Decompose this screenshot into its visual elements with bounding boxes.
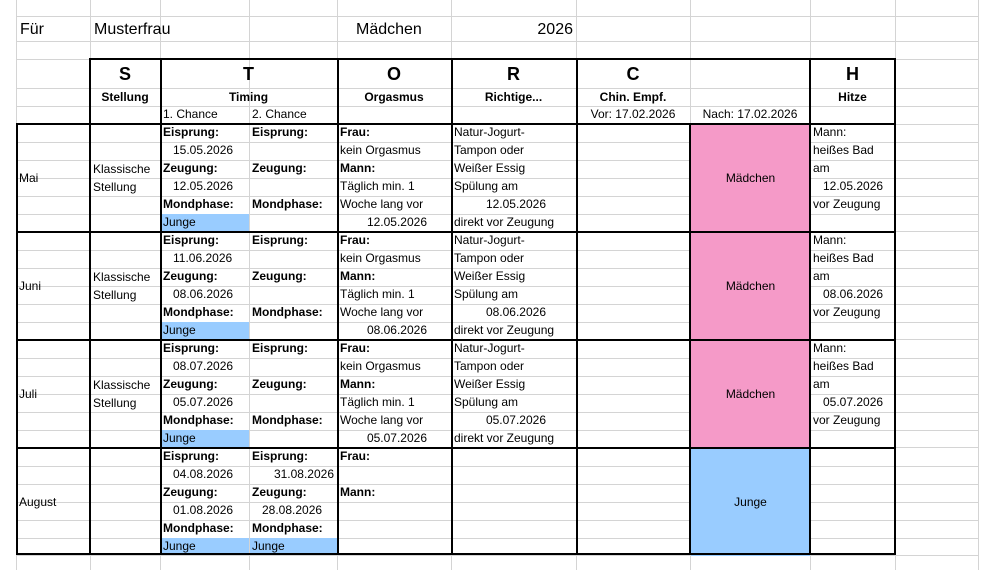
- mann-label[interactable]: Mann:: [340, 161, 376, 175]
- mann-label[interactable]: Mann:: [340, 269, 376, 283]
- mondphase-label[interactable]: Mondphase:: [163, 413, 234, 427]
- header-letter-t[interactable]: T: [243, 64, 254, 84]
- zeugung-label[interactable]: Zeugung:: [252, 161, 307, 175]
- nach-result[interactable]: Mädchen: [725, 387, 776, 401]
- orgasmus-line[interactable]: Woche lang vor: [340, 413, 424, 427]
- mondphase-label[interactable]: Mondphase:: [163, 305, 234, 319]
- orgasmus-line[interactable]: kein Orgasmus: [340, 143, 421, 157]
- mann-label[interactable]: Mann:: [340, 377, 376, 391]
- hitze-line[interactable]: Mann:: [813, 233, 847, 247]
- header-richtige[interactable]: Richtige...: [484, 90, 543, 104]
- orgasmus-line[interactable]: Täglich min. 1: [340, 287, 415, 301]
- richtige-line[interactable]: Natur-Jogurt-: [454, 341, 525, 355]
- zeugung-label[interactable]: Zeugung:: [163, 269, 218, 283]
- orgasmus-line[interactable]: kein Orgasmus: [340, 251, 421, 265]
- header-letter-s[interactable]: S: [118, 64, 131, 84]
- year-cell[interactable]: 2026: [537, 21, 573, 38]
- header-stellung[interactable]: Stellung: [101, 90, 149, 104]
- richtige-line[interactable]: Spülung am: [454, 395, 519, 409]
- eisprung-label[interactable]: Eisprung:: [252, 449, 308, 463]
- header-chance-1[interactable]: 1. Chance: [163, 107, 218, 121]
- table-border: [16, 123, 896, 125]
- hitze-line[interactable]: vor Zeugung: [813, 413, 881, 427]
- header-letter-h[interactable]: H: [846, 64, 859, 84]
- zeugung-label[interactable]: Zeugung:: [252, 485, 307, 499]
- name-cell[interactable]: Musterfrau: [94, 21, 171, 38]
- mondphase-label[interactable]: Mondphase:: [252, 521, 323, 535]
- hitze-line[interactable]: am: [813, 269, 830, 283]
- stellung-line[interactable]: Klassische: [93, 270, 151, 284]
- eisprung-date[interactable]: 31.08.2026: [273, 467, 334, 481]
- richtige-line[interactable]: direkt vor Zeugung: [454, 215, 555, 229]
- table-border: [16, 447, 896, 449]
- header-hitze[interactable]: Hitze: [838, 90, 867, 104]
- orgasmus-line[interactable]: kein Orgasmus: [340, 359, 421, 373]
- header-chin-empf[interactable]: Chin. Empf.: [599, 90, 667, 104]
- frau-label[interactable]: Frau:: [340, 233, 370, 247]
- zeugung-label[interactable]: Zeugung:: [252, 269, 307, 283]
- eisprung-date[interactable]: 08.07.2026: [173, 359, 234, 373]
- eisprung-label[interactable]: Eisprung:: [252, 233, 308, 247]
- eisprung-label[interactable]: Eisprung:: [252, 341, 308, 355]
- zeugung-date[interactable]: 01.08.2026: [173, 503, 234, 517]
- mondphase-value[interactable]: Junge: [163, 323, 196, 337]
- mondphase-value[interactable]: Junge: [163, 431, 196, 445]
- orgasmus-date[interactable]: 05.07.2026: [366, 431, 427, 445]
- mondphase-label[interactable]: Mondphase:: [163, 197, 234, 211]
- gridline: [16, 16, 979, 17]
- richtige-line[interactable]: Spülung am: [454, 287, 519, 301]
- orgasmus-line[interactable]: Täglich min. 1: [340, 395, 415, 409]
- mann-label[interactable]: Mann:: [340, 485, 376, 499]
- mondphase-label[interactable]: Mondphase:: [252, 413, 323, 427]
- hitze-line[interactable]: heißes Bad: [813, 143, 874, 157]
- table-border: [576, 58, 578, 554]
- nach-result[interactable]: Mädchen: [725, 171, 776, 185]
- hitze-date[interactable]: 05.07.2026: [823, 395, 884, 409]
- hitze-line[interactable]: heißes Bad: [813, 251, 874, 265]
- gridline: [16, 41, 979, 42]
- mondphase-label[interactable]: Mondphase:: [163, 521, 234, 535]
- orgasmus-date[interactable]: 08.06.2026: [366, 323, 427, 337]
- fuer-label[interactable]: Für: [20, 21, 44, 38]
- zeugung-label[interactable]: Zeugung:: [252, 377, 307, 391]
- header-nach-date[interactable]: Nach: 17.02.2026: [702, 107, 798, 121]
- orgasmus-line[interactable]: Täglich min. 1: [340, 179, 415, 193]
- frau-label[interactable]: Frau:: [340, 449, 370, 463]
- richtige-line[interactable]: Natur-Jogurt-: [454, 125, 525, 139]
- richtige-date[interactable]: 05.07.2026: [485, 413, 546, 427]
- header-vor-date[interactable]: Vor: 17.02.2026: [590, 107, 676, 121]
- zeugung-label[interactable]: Zeugung:: [163, 161, 218, 175]
- mondphase-value[interactable]: Junge: [163, 215, 196, 229]
- table-border: [16, 339, 896, 341]
- stellung-line[interactable]: Klassische: [93, 162, 151, 176]
- hitze-line[interactable]: vor Zeugung: [813, 197, 881, 211]
- table-border: [16, 553, 896, 555]
- table-border: [89, 58, 896, 60]
- month-label[interactable]: August: [19, 495, 57, 509]
- eisprung-date[interactable]: 15.05.2026: [173, 143, 234, 157]
- hitze-line[interactable]: Mann:: [813, 341, 847, 355]
- richtige-line[interactable]: Natur-Jogurt-: [454, 233, 525, 247]
- richtige-line[interactable]: Spülung am: [454, 179, 519, 193]
- table-border: [160, 58, 162, 554]
- zeugung-label[interactable]: Zeugung:: [163, 377, 218, 391]
- orgasmus-line[interactable]: Woche lang vor: [340, 305, 424, 319]
- zeugung-date[interactable]: 28.08.2026: [262, 503, 323, 517]
- richtige-line[interactable]: Weißer Essig: [454, 269, 526, 283]
- gridline: [16, 555, 979, 556]
- table-border: [89, 58, 91, 554]
- richtige-line[interactable]: Tampon oder: [454, 251, 525, 265]
- hitze-date[interactable]: 08.06.2026: [823, 287, 884, 301]
- header-orgasmus[interactable]: Orgasmus: [364, 90, 424, 104]
- mondphase-label[interactable]: Mondphase:: [252, 197, 323, 211]
- zeugung-date[interactable]: 08.06.2026: [173, 287, 234, 301]
- eisprung-date[interactable]: 04.08.2026: [173, 467, 234, 481]
- orgasmus-date[interactable]: 12.05.2026: [366, 215, 427, 229]
- header-timing[interactable]: Timing: [228, 90, 269, 104]
- richtige-line[interactable]: direkt vor Zeugung: [454, 431, 555, 445]
- table-border: [809, 58, 811, 554]
- table-border: [894, 58, 896, 554]
- richtige-line[interactable]: direkt vor Zeugung: [454, 323, 555, 337]
- hitze-line[interactable]: vor Zeugung: [813, 305, 881, 319]
- richtige-line[interactable]: Weißer Essig: [454, 161, 526, 175]
- mondphase-label[interactable]: Mondphase:: [252, 305, 323, 319]
- table-border: [16, 231, 896, 233]
- zeugung-date[interactable]: 12.05.2026: [173, 179, 234, 193]
- month-label[interactable]: Juli: [19, 387, 38, 401]
- mondphase-value[interactable]: Junge: [163, 539, 196, 553]
- zeugung-label[interactable]: Zeugung:: [163, 485, 218, 499]
- richtige-line[interactable]: Weißer Essig: [454, 377, 526, 391]
- month-label[interactable]: Juni: [19, 279, 42, 293]
- header-chance-2[interactable]: 2. Chance: [252, 107, 307, 121]
- table-border: [689, 123, 691, 554]
- stellung-line[interactable]: Stellung: [93, 180, 137, 194]
- zeugung-date[interactable]: 05.07.2026: [173, 395, 234, 409]
- hitze-line[interactable]: Mann:: [813, 125, 847, 139]
- mondphase-value[interactable]: Junge: [252, 539, 285, 553]
- hitze-line[interactable]: am: [813, 377, 830, 391]
- eisprung-label[interactable]: Eisprung:: [163, 125, 219, 139]
- eisprung-label[interactable]: Eisprung:: [163, 341, 219, 355]
- stellung-line[interactable]: Stellung: [93, 396, 137, 410]
- month-label[interactable]: Mai: [19, 171, 39, 185]
- hitze-date[interactable]: 12.05.2026: [823, 179, 884, 193]
- hitze-line[interactable]: am: [813, 161, 830, 175]
- eisprung-label[interactable]: Eisprung:: [163, 233, 219, 247]
- nach-result[interactable]: Mädchen: [725, 279, 776, 293]
- table-border: [451, 58, 453, 554]
- orgasmus-line[interactable]: Woche lang vor: [340, 197, 424, 211]
- nach-result[interactable]: Junge: [734, 495, 767, 509]
- hitze-line[interactable]: heißes Bad: [813, 359, 874, 373]
- frau-label[interactable]: Frau:: [340, 341, 370, 355]
- stellung-line[interactable]: Stellung: [93, 288, 137, 302]
- table-border: [337, 58, 339, 554]
- frau-label[interactable]: Frau:: [340, 125, 370, 139]
- richtige-date[interactable]: 12.05.2026: [485, 197, 546, 211]
- header-letter-o[interactable]: O: [386, 64, 401, 84]
- gender-cell[interactable]: Mädchen: [356, 21, 422, 38]
- stellung-line[interactable]: Klassische: [93, 378, 151, 392]
- header-letter-r[interactable]: R: [507, 64, 520, 84]
- eisprung-label[interactable]: Eisprung:: [252, 125, 308, 139]
- richtige-line[interactable]: Tampon oder: [454, 359, 525, 373]
- richtige-date[interactable]: 08.06.2026: [485, 305, 546, 319]
- eisprung-date[interactable]: 11.06.2026: [173, 251, 233, 265]
- eisprung-label[interactable]: Eisprung:: [163, 449, 219, 463]
- header-letter-c[interactable]: C: [626, 64, 640, 84]
- richtige-line[interactable]: Tampon oder: [454, 143, 525, 157]
